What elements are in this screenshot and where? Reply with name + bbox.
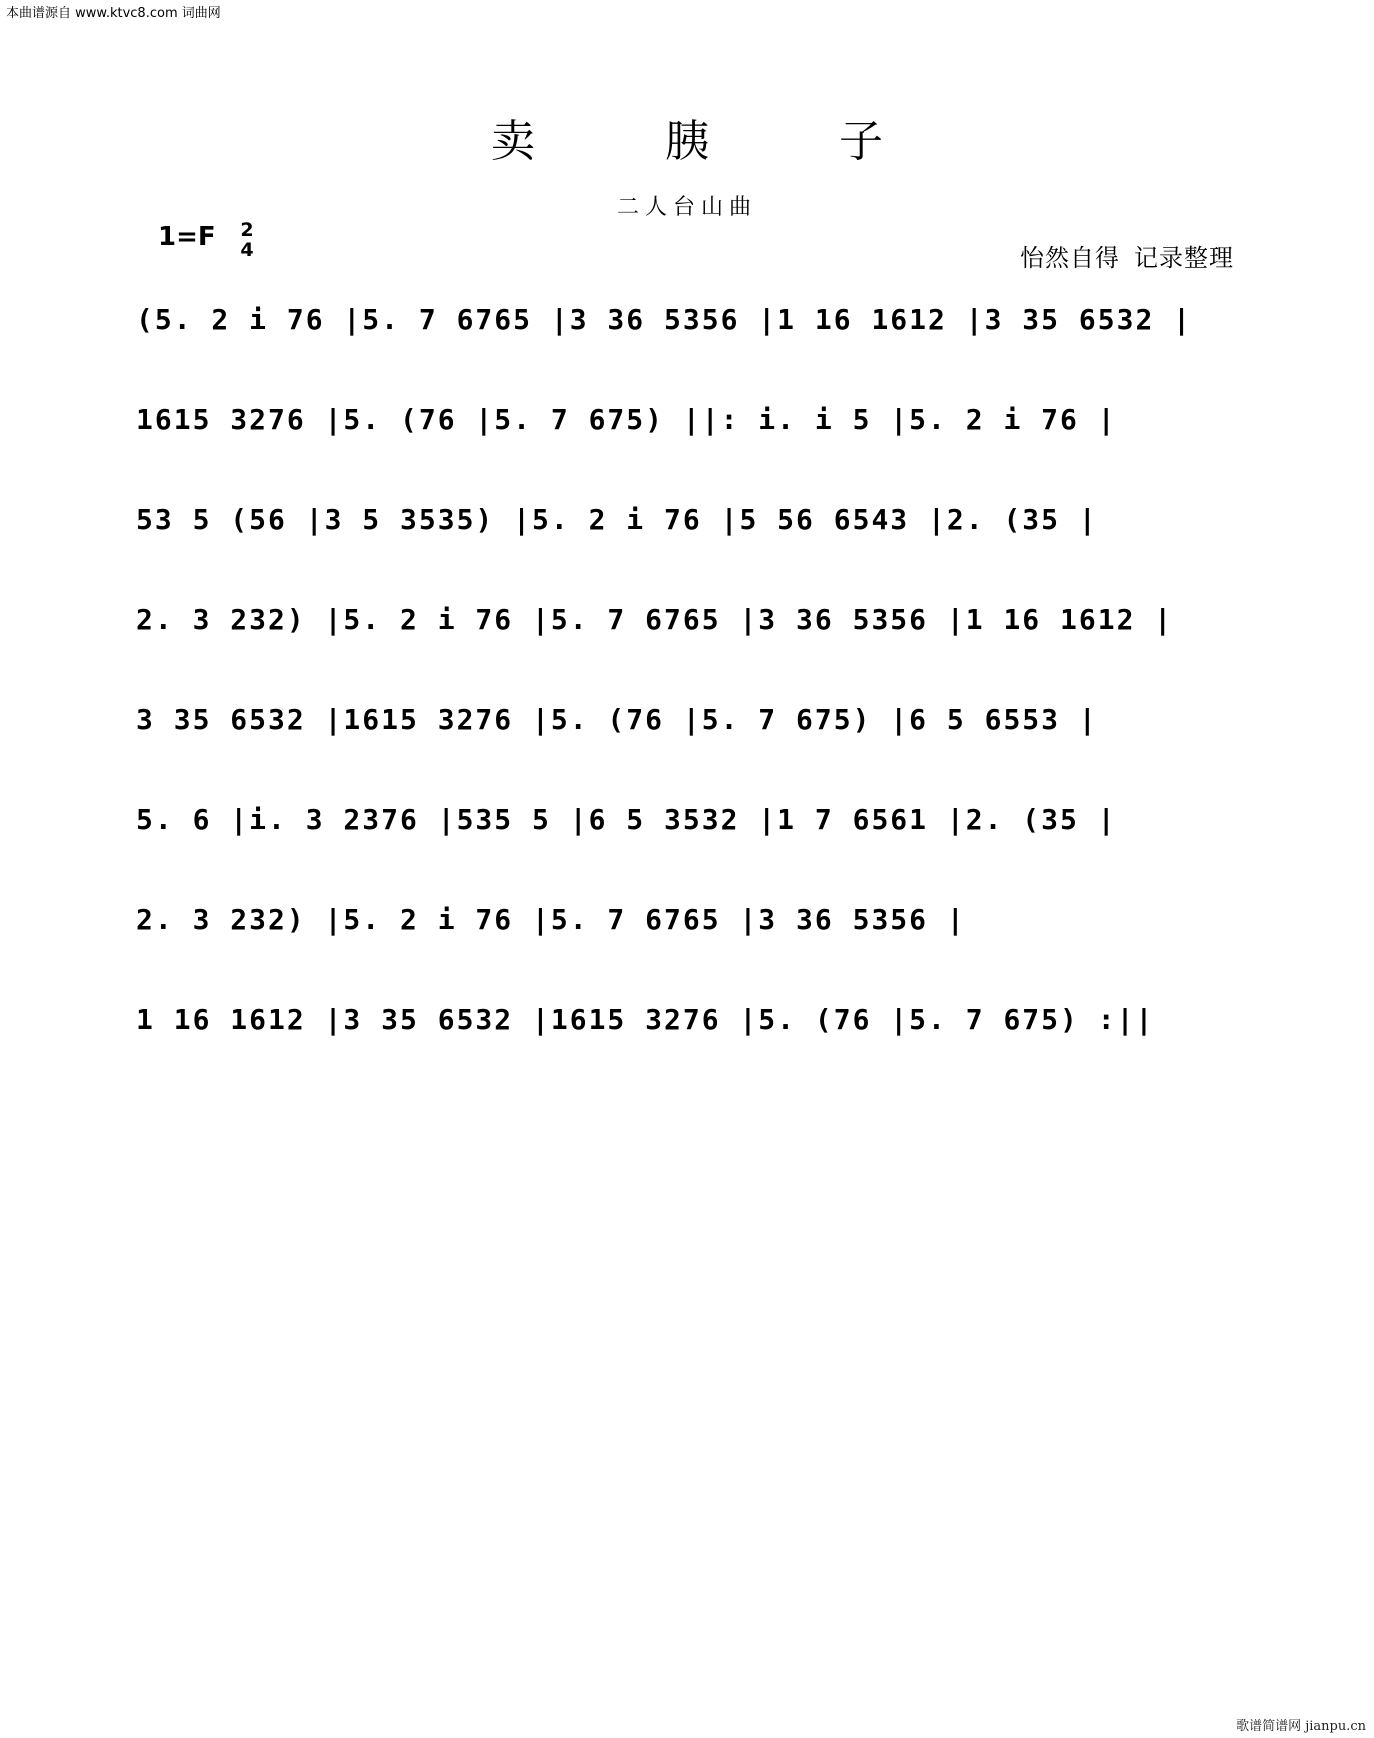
watermark-top: 本曲谱源自 www.ktvc8.com 词曲网	[6, 6, 221, 21]
notation-text: 53 5 (56 |3 5 3535) |5. 2 i 76 |5 56 6543 |2. (35 |	[136, 503, 1098, 536]
notation-line-8	[136, 1000, 1242, 1040]
notation-text: 5. 6 |i. 3 2376 |535 5 |6 5 3532 |1 7 6561 |2. (35 |	[136, 803, 1117, 836]
notation-line-5	[136, 700, 1242, 740]
watermark-bottom: 歌谱简谱网 jianpu.cn	[1236, 1719, 1366, 1734]
notation-text: (5. 2 i 76 |5. 7 6765 |3 36 5356 |1 16 1612 |3 35 6532 |	[136, 303, 1193, 336]
time-signature	[236, 220, 258, 260]
time-denominator: 4	[240, 239, 254, 261]
key-signature: 1=F	[158, 222, 216, 252]
credits-author: 怡然自得	[1020, 244, 1120, 272]
song-subtitle: 二人台山曲	[616, 195, 757, 220]
notation-line-6	[136, 800, 1242, 840]
notation-line-3	[136, 500, 1242, 540]
song-title: 卖 胰 子	[491, 116, 941, 167]
notation-text: 3 35 6532 |1615 3276 |5. (76 |5. 7 675) |6 5 6553 |	[136, 703, 1098, 736]
notation-line-2	[136, 400, 1242, 440]
notation-line-4	[136, 600, 1242, 640]
notation-text: 2. 3 232) |5. 2 i 76 |5. 7 6765 |3 36 5356 |1 16 1612 |	[136, 603, 1174, 636]
notation-text: 1 16 1612 |3 35 6532 |1615 3276 |5. (76 |5. 7 675) :||	[136, 1003, 1155, 1036]
credits	[1020, 238, 1234, 273]
notation-text: 2. 3 232) |5. 2 i 76 |5. 7 6765 |3 36 5356 |	[136, 903, 966, 936]
credits-role: 记录整理	[1134, 244, 1234, 272]
notation-text: 1615 3276 |5. (76 |5. 7 675) ||: i. i 5 |5. 2 i 76 |	[136, 403, 1117, 436]
notation-line-7	[136, 900, 1242, 940]
notation-line-1	[136, 300, 1242, 340]
time-numerator: 2	[240, 219, 254, 241]
